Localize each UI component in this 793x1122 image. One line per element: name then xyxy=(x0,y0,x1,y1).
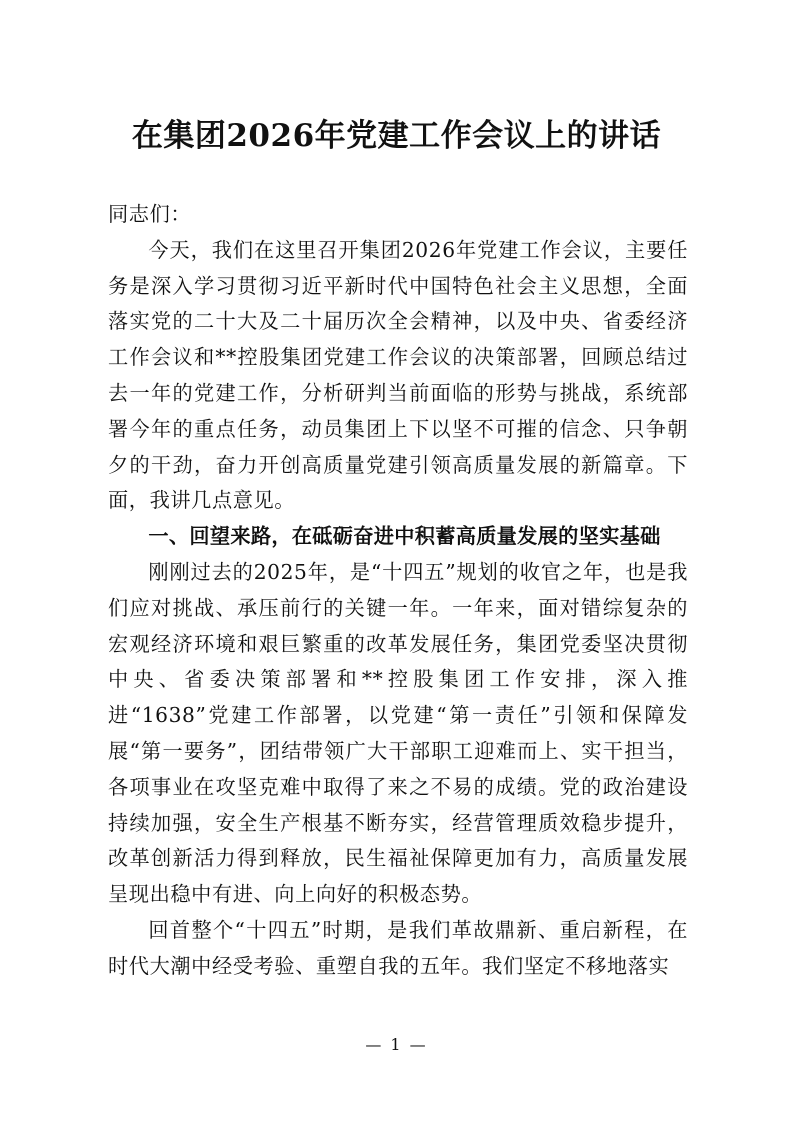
document-title: 在集团2026年党建工作会议上的讲话 xyxy=(131,118,662,154)
intro-paragraph: 今天，我们在这里召开集团2026年党建工作会议，主要任务是深入学习贯彻习近平新时代中国特色社会主义思想，全面落实党的二十大及二十届历次全会精神，以及中央、省委经济工作会议和**控股集团党建工作会议的决策部署，回顾总结过去一年的党建工作，分析研判当前面临的形势与挑战，系统部署今年的重点任务，动员集团上下以坚不可摧的信念、只争朝夕的干劲，奋力开创高质量党建引领高质量发展的新篇章。下面，我讲几点意见。 xyxy=(108,237,688,513)
section-paragraph: 刚刚过去的2025年，是“十四五”规划的收官之年，也是我们应对挑战、承压前行的关键一年。一年来，面对错综复杂的宏观经济环境和艰巨繁重的改革发展任务，集团党委坚决贯彻中央、省委决策部署和**控股集团工作安排，深入推进“1638”党建工作部署，以党建“第一责任”引领和保障发展“第一要务”，团结带领广大干部职工迎难而上、实干担当，各项事业在攻坚克难中取得了来之不易的成绩。党的政治建设持续加强，安全生产根基不断夯实，经营管理质效稳步提升，改革创新活力得到释放，民生福祉保障更加有力，高质量发展呈现出稳中有进、向上向好的积极态势。 xyxy=(108,559,688,907)
page-number: — 1 — xyxy=(365,1035,428,1054)
salutation: 同志们： xyxy=(108,202,192,226)
section-paragraph: 回首整个“十四五”时期，是我们革故鼎新、重启新程，在时代大潮中经受考验、重塑自我的五年。我们坚定不移地落实 xyxy=(108,917,688,978)
document-body xyxy=(108,197,688,985)
section-heading: 一、回望来路，在砥砺奋进中积蓄高质量发展的坚实基础 xyxy=(148,524,661,549)
